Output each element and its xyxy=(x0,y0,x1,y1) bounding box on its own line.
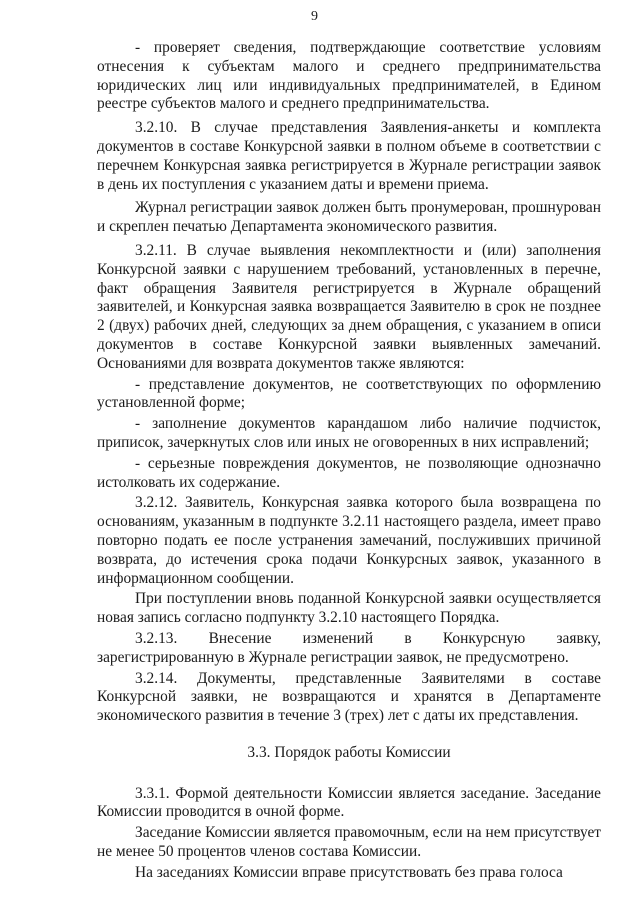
paragraph-quorum: Заседание Комиссии является правомочным, если на нем присутствует не менее 50 процентов членов состава Комиссии. xyxy=(97,824,601,861)
document-body xyxy=(97,39,601,885)
paragraph-registration-journal: Журнал регистрации заявок должен быть пронумерован, прошнурован и скреплен печатью Департамента экономического развития. xyxy=(97,199,601,236)
paragraph-3-3-1: 3.3.1. Формой деятельности Комиссии является заседание. Заседание Комиссии проводится в очной форме. xyxy=(97,784,601,821)
section-heading-3-3: 3.3. Порядок работы Комиссии xyxy=(247,743,451,761)
paragraph-3-2-13: 3.2.13. Внесение изменений в Конкурсную заявку, зарегистрированную в Журнале регистрации заявок, не предусмотрено. xyxy=(97,629,601,666)
paragraph-3-2-11: 3.2.11. В случае выявления некомплектности и (или) заполнения Конкурсной заявки с нарушением требований, установленных в перечне, факт обращения Заявителя регистрируется в Журнале обращений заявителей, и Конкурсная заявка возвращается Заявителю в срок не позднее 2 (двух) рабочих дней, следующих за днем обращения, с указанием в описи документов в составе Конкурсной заявки выявленных замечаний. Основаниями для возврата документов также являются: xyxy=(97,241,601,372)
list-item-pencil-corrections: - заполнение документов карандашом либо наличие подчисток, приписок, зачеркнутых слов или иных не оговоренных в них исправлений; xyxy=(97,415,601,451)
paragraph-registry-check: - проверяет сведения, подтверждающие соответствие условиям отнесения к субъектам малого и среднего предпринимательства юридических лиц или индивидуальных предпринимателей, в Едином реестре субъектов малого и среднего предпринимательства. xyxy=(97,39,601,113)
paragraph-3-2-10: 3.2.10. В случае представления Заявления-анкеты и комплекта документов в составе Конкурсной заявки в полном объеме в соответствии с перечнем Конкурсная заявка регистрируется в Журнале регистрации заявок в день их поступления с указанием даты и времени приема. xyxy=(97,119,601,193)
paragraph-new-record: При поступлении вновь поданной Конкурсной заявки осуществляется новая запись согласно подпункту 3.2.10 настоящего Порядка. xyxy=(97,590,601,627)
paragraph-attendance: На заседаниях Комиссии вправе присутствовать без права голоса xyxy=(135,863,563,881)
list-item-serious-damage: - серьезные повреждения документов, не позволяющие однозначно истолковать их содержание. xyxy=(97,454,601,491)
page-number: 9 xyxy=(311,9,318,24)
paragraph-3-2-14: 3.2.14. Документы, представленные Заявителями в составе Конкурсной заявки, не возвращаются и хранятся в Департаменте экономического развития в течение 3 (трех) лет с даты их представления. xyxy=(97,669,601,725)
paragraph-3-2-12: 3.2.12. Заявитель, Конкурсная заявка которого была возвращена по основаниям, указанным в подпункте 3.2.11 настоящего раздела, имеет право повторно подать ее после устранения замечаний, послуживших причиной возврата, до истечения срока подачи Конкурсных заявок, указанного в информационном сообщении. xyxy=(97,494,601,587)
list-item-improper-form: - представление документов, не соответствующих по оформлению установленной форме; xyxy=(97,375,601,412)
